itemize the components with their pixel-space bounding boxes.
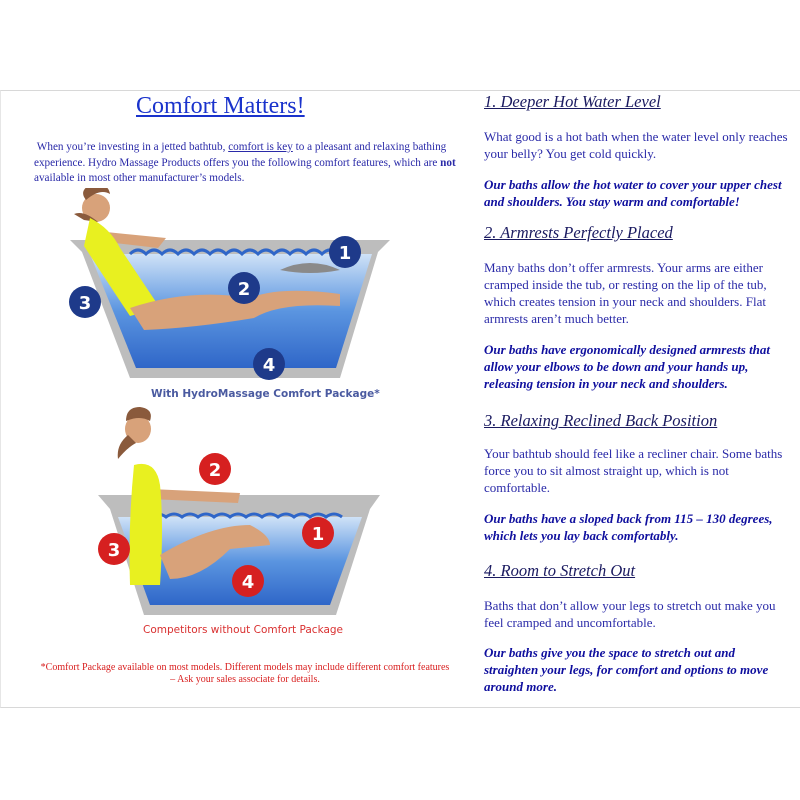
badge-3-red-label: 3	[107, 540, 121, 561]
badge-3-label: 3	[78, 293, 92, 314]
intro-text-3: available in most other manufacturer’s models.	[34, 172, 245, 184]
diagram-2-caption: Competitors without Comfort Package	[143, 624, 344, 636]
badge-2-blue	[228, 272, 260, 304]
section-3-heading: 3. Relaxing Reclined Back Position	[484, 411, 718, 430]
tub-diagram-comfort	[60, 188, 400, 388]
intro-not: not	[440, 156, 456, 169]
badge-1-blue	[329, 236, 361, 268]
badge-4-red	[232, 565, 264, 597]
section-4-heading: 4. Room to Stretch Out	[484, 561, 636, 580]
page-title: Comfort Matters!	[136, 93, 305, 119]
section-1-heading: 1. Deeper Hot Water Level	[484, 92, 661, 111]
diagram-1-caption: With HydroMassage Comfort Package*	[151, 388, 380, 400]
section-2-body: Many baths don’t offer armrests. Your arms are either cramped inside the tub, or resting on the lip of the tub, which creates tension in your neck and shoulders. Flat armrests aren’t much better.	[484, 260, 767, 326]
section-1-emphasis: Our baths allow the hot water to cover your upper chest and shoulders. You stay warm and comfortable!	[484, 177, 782, 209]
footnote-line-2: – Ask your sales associate for details.	[170, 674, 320, 685]
badge-3-blue	[69, 286, 101, 318]
badge-4-blue	[253, 348, 285, 380]
intro-text-2: to a pleasant and relaxing bathing experience. Hydro Massage Products offers you the following comfort features, which are	[34, 141, 447, 169]
intro-text-1: When you’re investing in a jetted bathtub,	[36, 141, 226, 153]
intro-key-phrase: comfort is key	[228, 141, 293, 153]
section-1-body: What good is a hot bath when the water level only reaches your belly? You get cold quickly.	[484, 129, 788, 161]
section-3-body: Your bathtub should feel like a recliner chair. Some baths force you to sit almost straight up, which is not comfortable.	[484, 446, 783, 495]
footnote-line-1: *Comfort Package available on most models. Different models may include different comfort features	[40, 662, 450, 673]
section-3-emphasis: Our baths have a sloped back from 115 – 130 degrees, which lets you lay back comfortably.	[484, 511, 773, 543]
badge-2-label: 2	[237, 279, 251, 300]
badge-4-red-label: 4	[241, 572, 255, 593]
badge-4-label: 4	[262, 355, 276, 376]
section-2-emphasis: Our baths have ergonomically designed armrests that allow your elbows to be down and your hands up, releasing tension in your neck and shoulders.	[484, 342, 771, 391]
section-2-heading: 2. Armrests Perfectly Placed	[484, 223, 673, 242]
tub-diagram-competitor	[90, 405, 390, 625]
badge-2-red	[199, 453, 231, 485]
intro-paragraph	[34, 140, 464, 187]
badge-1-label: 1	[338, 243, 352, 264]
badge-1-red	[302, 517, 334, 549]
section-4-body: Baths that don’t allow your legs to stretch out make you feel cramped and uncomfortable.	[484, 598, 776, 630]
section-4-emphasis: Our baths give you the space to stretch out and straighten your legs, for comfort and options to move around more.	[484, 645, 769, 694]
badge-1-red-label: 1	[311, 524, 325, 545]
badge-2-red-label: 2	[208, 460, 222, 481]
badge-3-red	[98, 533, 130, 565]
footnote	[10, 662, 480, 686]
